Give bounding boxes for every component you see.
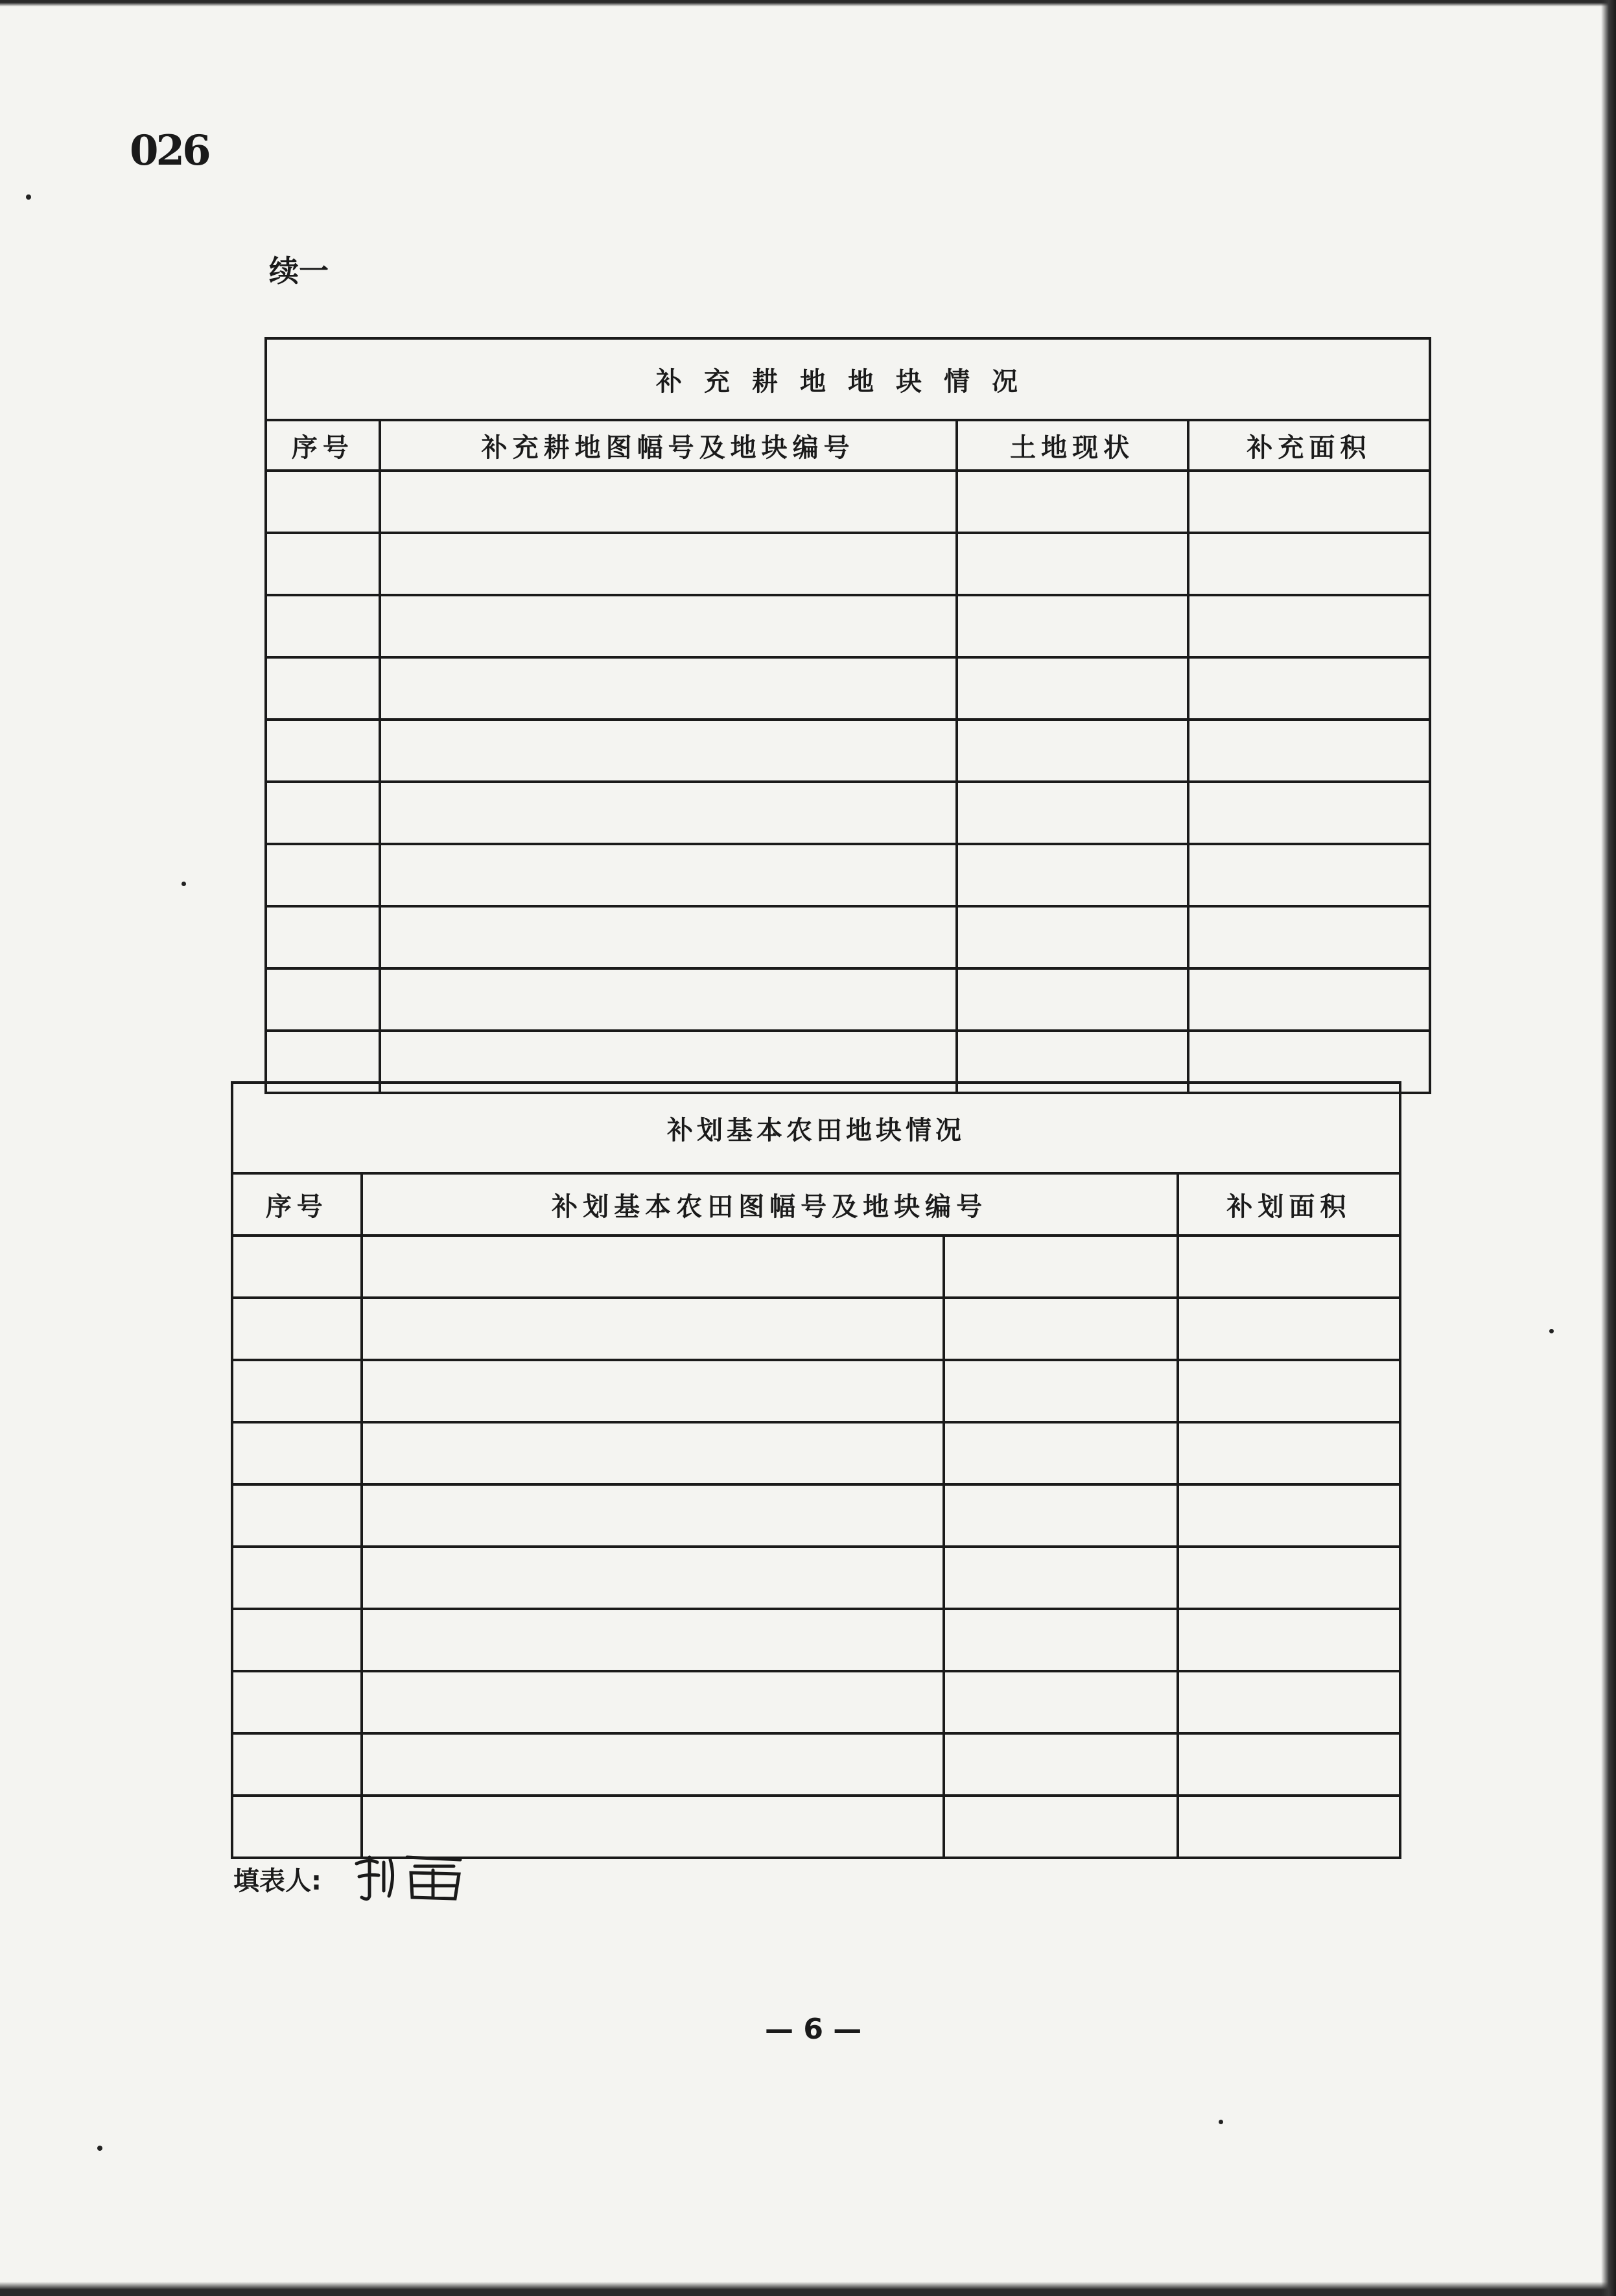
cell-area <box>1178 1796 1400 1858</box>
cell-area <box>1188 595 1430 657</box>
archive-number: 026 <box>130 126 209 175</box>
cell-serial <box>266 968 380 1031</box>
table-row <box>232 1796 1400 1858</box>
section-title: 补划基本农田地块情况 <box>232 1083 1400 1173</box>
table-row <box>232 1422 1400 1484</box>
cell-serial <box>266 844 380 906</box>
cell-map-sheet <box>380 968 957 1031</box>
cell-map-sheet <box>380 595 957 657</box>
scan-speck <box>182 882 186 886</box>
table-row <box>232 1609 1400 1671</box>
cell-serial <box>232 1609 362 1671</box>
column-header-area: 补划面积 <box>1178 1173 1400 1236</box>
table-row <box>232 1236 1400 1298</box>
scan-edge-bottom <box>0 2282 1616 2296</box>
table-row <box>266 533 1430 595</box>
supplementary-farmland-table <box>231 1081 1401 1859</box>
cell-blank <box>944 1733 1178 1796</box>
cell-map-sheet <box>380 471 957 533</box>
table-row <box>232 1360 1400 1422</box>
cell-area <box>1178 1298 1400 1360</box>
cell-serial <box>232 1796 362 1858</box>
cell-land-status <box>957 844 1188 906</box>
page-number: — 6 — <box>765 2013 862 2046</box>
table-row <box>232 1733 1400 1796</box>
cell-map-sheet <box>380 906 957 968</box>
cell-blank <box>944 1547 1178 1609</box>
cell-map-sheet <box>362 1733 944 1796</box>
cell-map-sheet <box>362 1671 944 1733</box>
cell-serial <box>266 533 380 595</box>
handwritten-signature <box>350 1851 473 1903</box>
cell-area <box>1188 533 1430 595</box>
cell-serial <box>266 657 380 720</box>
continued-label: 续一 <box>269 253 329 288</box>
cell-serial <box>232 1671 362 1733</box>
cell-area <box>1188 782 1430 844</box>
cell-land-status <box>957 471 1188 533</box>
cell-serial <box>266 720 380 782</box>
cell-map-sheet <box>380 657 957 720</box>
table-body <box>232 1236 1400 1858</box>
cell-area <box>1188 968 1430 1031</box>
table-row <box>266 595 1430 657</box>
cell-area <box>1188 844 1430 906</box>
table-row <box>266 906 1430 968</box>
scan-edge-top <box>0 0 1616 9</box>
cell-blank <box>944 1609 1178 1671</box>
cell-land-status <box>957 720 1188 782</box>
cell-map-sheet <box>380 844 957 906</box>
scan-speck <box>97 2146 102 2151</box>
column-header-area: 补充面积 <box>1188 420 1430 471</box>
scan-edge-right <box>1601 0 1616 2296</box>
table-row <box>232 1547 1400 1609</box>
cell-blank <box>944 1422 1178 1484</box>
cell-serial <box>232 1360 362 1422</box>
cell-area <box>1178 1733 1400 1796</box>
column-header-serial: 序号 <box>266 420 380 471</box>
scan-speck <box>1549 1329 1554 1333</box>
cell-blank <box>944 1671 1178 1733</box>
cell-land-status <box>957 782 1188 844</box>
supplementary-cultivated-table <box>264 337 1431 1094</box>
cell-serial <box>266 906 380 968</box>
cell-blank <box>944 1298 1178 1360</box>
cell-blank <box>944 1360 1178 1422</box>
table-row <box>266 720 1430 782</box>
cell-serial <box>266 471 380 533</box>
cell-area <box>1178 1547 1400 1609</box>
cell-map-sheet <box>362 1484 944 1547</box>
cell-serial <box>232 1484 362 1547</box>
cell-map-sheet <box>380 533 957 595</box>
table-row <box>266 657 1430 720</box>
cell-area <box>1178 1671 1400 1733</box>
column-header-serial: 序号 <box>232 1173 362 1236</box>
cell-area <box>1178 1236 1400 1298</box>
filler-label: 填表人: <box>233 1866 322 1896</box>
table-row <box>232 1298 1400 1360</box>
cell-map-sheet <box>362 1609 944 1671</box>
section-title: 补充耕地地块情况 <box>266 338 1430 420</box>
table-body <box>266 471 1430 1093</box>
cell-map-sheet <box>362 1796 944 1858</box>
table-row <box>232 1671 1400 1733</box>
table-row <box>232 1484 1400 1547</box>
table-row <box>266 968 1430 1031</box>
cell-land-status <box>957 595 1188 657</box>
cell-area <box>1178 1360 1400 1422</box>
cell-map-sheet <box>380 782 957 844</box>
cell-land-status <box>957 657 1188 720</box>
cell-map-sheet <box>362 1422 944 1484</box>
scan-speck <box>26 194 31 200</box>
cell-serial <box>232 1547 362 1609</box>
cell-area <box>1188 906 1430 968</box>
cell-serial <box>266 782 380 844</box>
cell-map-sheet <box>362 1236 944 1298</box>
cell-map-sheet <box>380 720 957 782</box>
table-row <box>266 782 1430 844</box>
cell-serial <box>266 595 380 657</box>
table-row <box>266 471 1430 533</box>
cell-area <box>1188 657 1430 720</box>
cell-blank <box>944 1484 1178 1547</box>
cell-serial <box>232 1298 362 1360</box>
cell-land-status <box>957 533 1188 595</box>
cell-area <box>1178 1609 1400 1671</box>
cell-map-sheet <box>362 1298 944 1360</box>
cell-land-status <box>957 968 1188 1031</box>
cell-area <box>1188 471 1430 533</box>
cell-serial <box>232 1236 362 1298</box>
cell-serial <box>232 1733 362 1796</box>
cell-map-sheet <box>362 1360 944 1422</box>
cell-map-sheet <box>362 1547 944 1609</box>
cell-blank <box>944 1796 1178 1858</box>
table-row <box>266 844 1430 906</box>
scan-speck <box>1219 2120 1223 2124</box>
cell-area <box>1178 1484 1400 1547</box>
cell-serial <box>232 1422 362 1484</box>
column-header-map-sheet: 补充耕地图幅号及地块编号 <box>380 420 957 471</box>
column-header-land-status: 土地现状 <box>957 420 1188 471</box>
cell-area <box>1188 720 1430 782</box>
cell-land-status <box>957 906 1188 968</box>
column-header-map-sheet: 补划基本农田图幅号及地块编号 <box>362 1173 1178 1236</box>
cell-area <box>1178 1422 1400 1484</box>
cell-blank <box>944 1236 1178 1298</box>
